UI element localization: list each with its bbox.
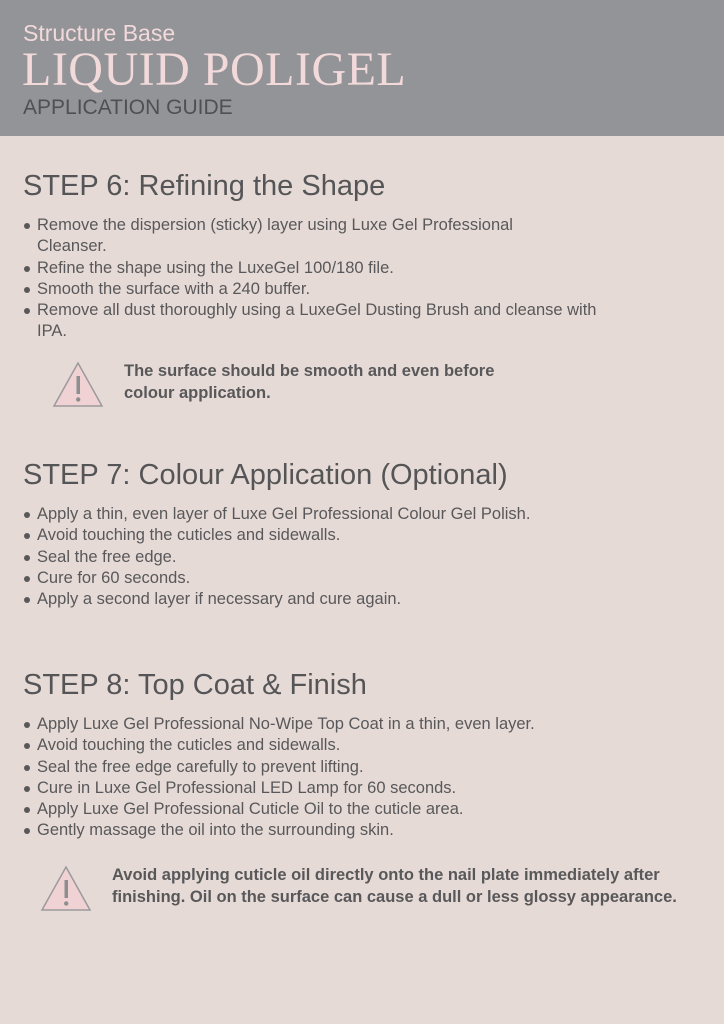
warning-text: Avoid applying cuticle oil directly onto the nail plate immediately after finishing. Oil on the surface can cause a dull or less glossy appearance. [112,866,677,906]
list-item: Cure for 60 seconds. [23,568,703,589]
step-8-section [23,669,713,842]
warning-note [52,360,544,408]
step-heading: STEP 6: Refining the Shape [23,170,386,202]
step-heading: STEP 8: Top Coat & Finish [23,669,367,701]
step-list [23,714,713,842]
list-item: Apply a thin, even layer of Luxe Gel Professional Colour Gel Polish. [23,504,703,525]
list-item: Seal the free edge carefully to prevent lifting. [23,757,713,778]
list-item: Seal the free edge. [23,547,703,568]
list-item: Cure in Luxe Gel Professional LED Lamp for 60 seconds. [23,778,713,799]
list-item: Avoid touching the cuticles and sidewalls. [23,525,703,546]
step-list [23,504,703,610]
list-item: Remove the dispersion (sticky) layer using Luxe Gel Professional Cleanser. [23,215,537,258]
list-item: Refine the shape using the LuxeGel 100/180 file. [23,258,543,279]
step-6-section [23,170,597,343]
step-7-section [23,459,703,610]
list-item: Avoid touching the cuticles and sidewalls. [23,735,713,756]
guide-label: APPLICATION GUIDE [23,96,233,119]
header [0,0,724,136]
list-item: Gently massage the oil into the surrounding skin. [23,820,713,841]
product-title: LIQUID POLIGEL [22,43,407,96]
warning-note [40,864,682,912]
list-item: Smooth the surface with a 240 buffer. [23,279,543,300]
list-item: Apply Luxe Gel Professional Cuticle Oil to the cuticle area. [23,799,713,820]
list-item: Apply Luxe Gel Professional No-Wipe Top Coat in a thin, even layer. [23,714,713,735]
warning-icon [40,864,92,912]
list-item: Remove all dust thoroughly using a LuxeGel Dusting Brush and cleanse with IPA. [23,300,597,343]
step-list [23,215,597,343]
step-heading: STEP 7: Colour Application (Optional) [23,459,508,491]
warning-icon [52,360,104,408]
product-subtitle: Structure Base [23,20,176,46]
list-item: Apply a second layer if necessary and cure again. [23,589,703,610]
warning-text: The surface should be smooth and even before colour application. [124,362,495,402]
